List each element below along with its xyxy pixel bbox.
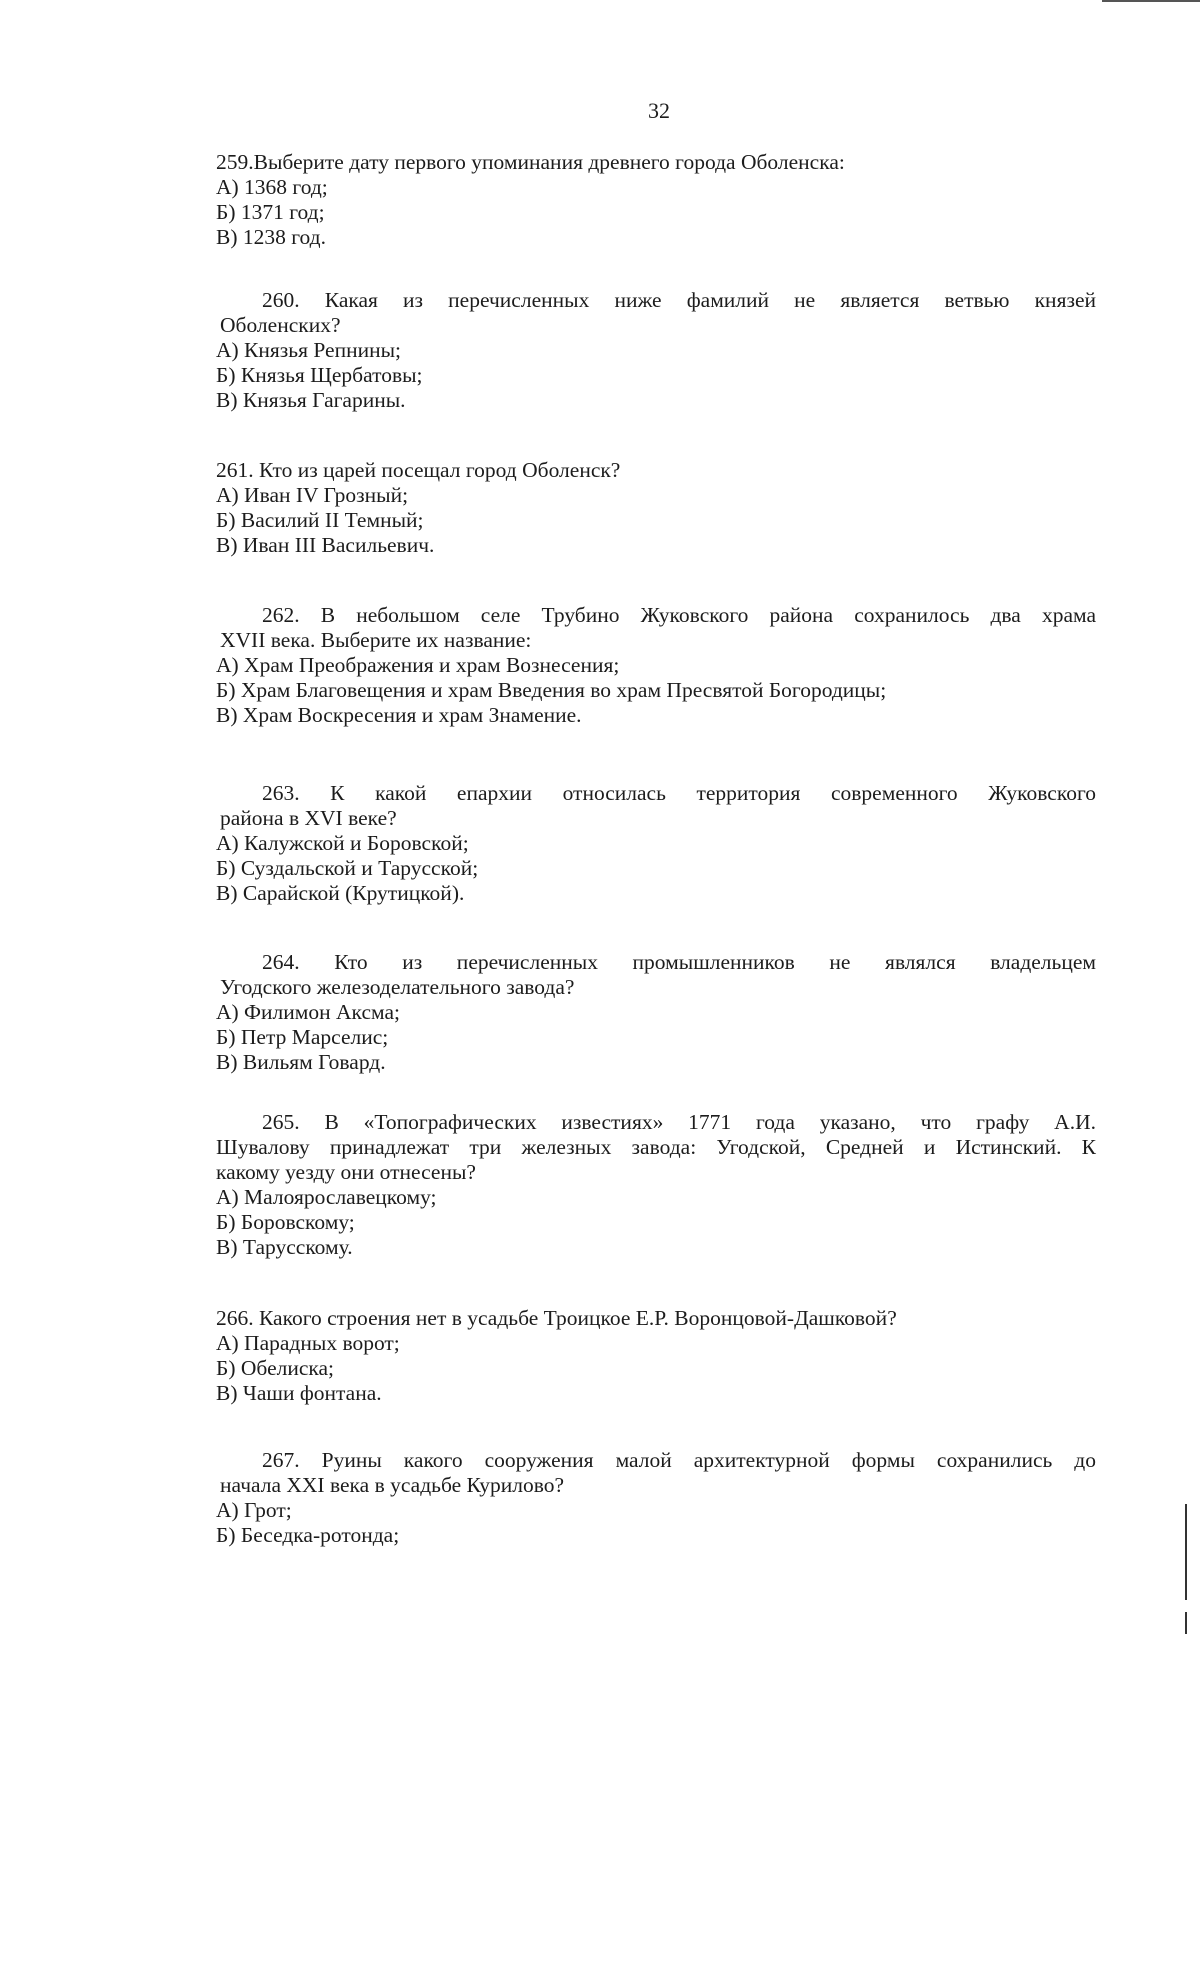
question-260	[216, 288, 1096, 413]
question-263	[216, 781, 1096, 906]
answer-option: Б) Боровскому;	[216, 1210, 355, 1234]
answer-option: А) Калужской и Боровской;	[216, 831, 469, 855]
answer-option: А) 1368 год;	[216, 175, 328, 199]
question-text: 262. В небольшом селе Трубино Жуковского района сохранилось два храма	[262, 603, 1096, 627]
question-265	[216, 1110, 1096, 1260]
question-text: 267. Руины какого сооружения малой архитектурной формы сохранились до	[262, 1448, 1096, 1472]
scan-edge-line	[1185, 1504, 1187, 1600]
question-text: 260. Какая из перечисленных ниже фамилий не является ветвью князей	[262, 288, 1096, 312]
scan-edge-line	[1185, 1612, 1187, 1634]
question-text: 259.Выберите дату первого упоминания древнего города Оболенска:	[216, 150, 845, 174]
answer-option: В) Тарусскому.	[216, 1235, 353, 1259]
answer-option: А) Князья Репнины;	[216, 338, 402, 362]
answer-option: А) Храм Преображения и храм Вознесения;	[216, 653, 620, 677]
answer-option: В) Сарайской (Крутицкой).	[216, 881, 465, 905]
answer-option: В) Иван III Васильевич.	[216, 533, 435, 557]
answer-option: В) Храм Воскресения и храм Знамение.	[216, 703, 582, 727]
answer-option: Б) Василий II Темный;	[216, 508, 424, 532]
question-264	[216, 950, 1096, 1075]
question-text: района в XVI веке?	[220, 806, 397, 830]
answer-option: А) Иван IV Грозный;	[216, 483, 409, 507]
question-259	[216, 150, 1096, 250]
question-261	[216, 458, 1096, 558]
question-262	[216, 603, 1096, 728]
answer-option: А) Малоярославецкому;	[216, 1185, 437, 1209]
question-text: Угодского железоделательного завода?	[220, 975, 575, 999]
question-text: 263. К какой епархии относилась территория современного Жуковского	[262, 781, 1096, 805]
answer-option: Б) Петр Марселис;	[216, 1025, 389, 1049]
question-text: Шувалову принадлежат три железных завода: Угодской, Средней и Истинский. К	[216, 1135, 1096, 1159]
answer-option: А) Парадных ворот;	[216, 1331, 400, 1355]
answer-option: В) 1238 год.	[216, 225, 326, 249]
page-number: 32	[648, 98, 670, 123]
answer-option: Б) Обелиска;	[216, 1356, 335, 1380]
answer-option: В) Князья Гагарины.	[216, 388, 406, 412]
answer-option: В) Вильям Говард.	[216, 1050, 386, 1074]
answer-option: Б) Храм Благовещения и храм Введения во храм Пресвятой Богородицы;	[216, 678, 887, 702]
question-text: 265. В «Топографических известиях» 1771 года указано, что графу А.И.	[262, 1110, 1096, 1134]
answer-option: А) Грот;	[216, 1498, 292, 1522]
question-text: 264. Кто из перечисленных промышленников не являлся владельцем	[262, 950, 1096, 974]
question-267	[216, 1448, 1096, 1548]
answer-option: А) Филимон Аксма;	[216, 1000, 400, 1024]
question-text: XVII века. Выберите их название:	[220, 628, 532, 652]
scan-edge-mark	[1102, 0, 1200, 2]
question-text: какому уезду они отнесены?	[216, 1160, 476, 1184]
question-text: начала XXI века в усадьбе Курилово?	[220, 1473, 565, 1497]
answer-option: Б) Князья Щербатовы;	[216, 363, 423, 387]
answer-option: Б) Беседка-ротонда;	[216, 1523, 400, 1547]
question-text: 266. Какого строения нет в усадьбе Троицкое Е.Р. Воронцовой-Дашковой?	[216, 1306, 897, 1330]
question-text: Оболенских?	[220, 313, 341, 337]
answer-option: Б) 1371 год;	[216, 200, 325, 224]
question-text: 261. Кто из царей посещал город Оболенск?	[216, 458, 621, 482]
question-266	[216, 1306, 1096, 1406]
answer-option: В) Чаши фонтана.	[216, 1381, 382, 1405]
answer-option: Б) Суздальской и Тарусской;	[216, 856, 479, 880]
